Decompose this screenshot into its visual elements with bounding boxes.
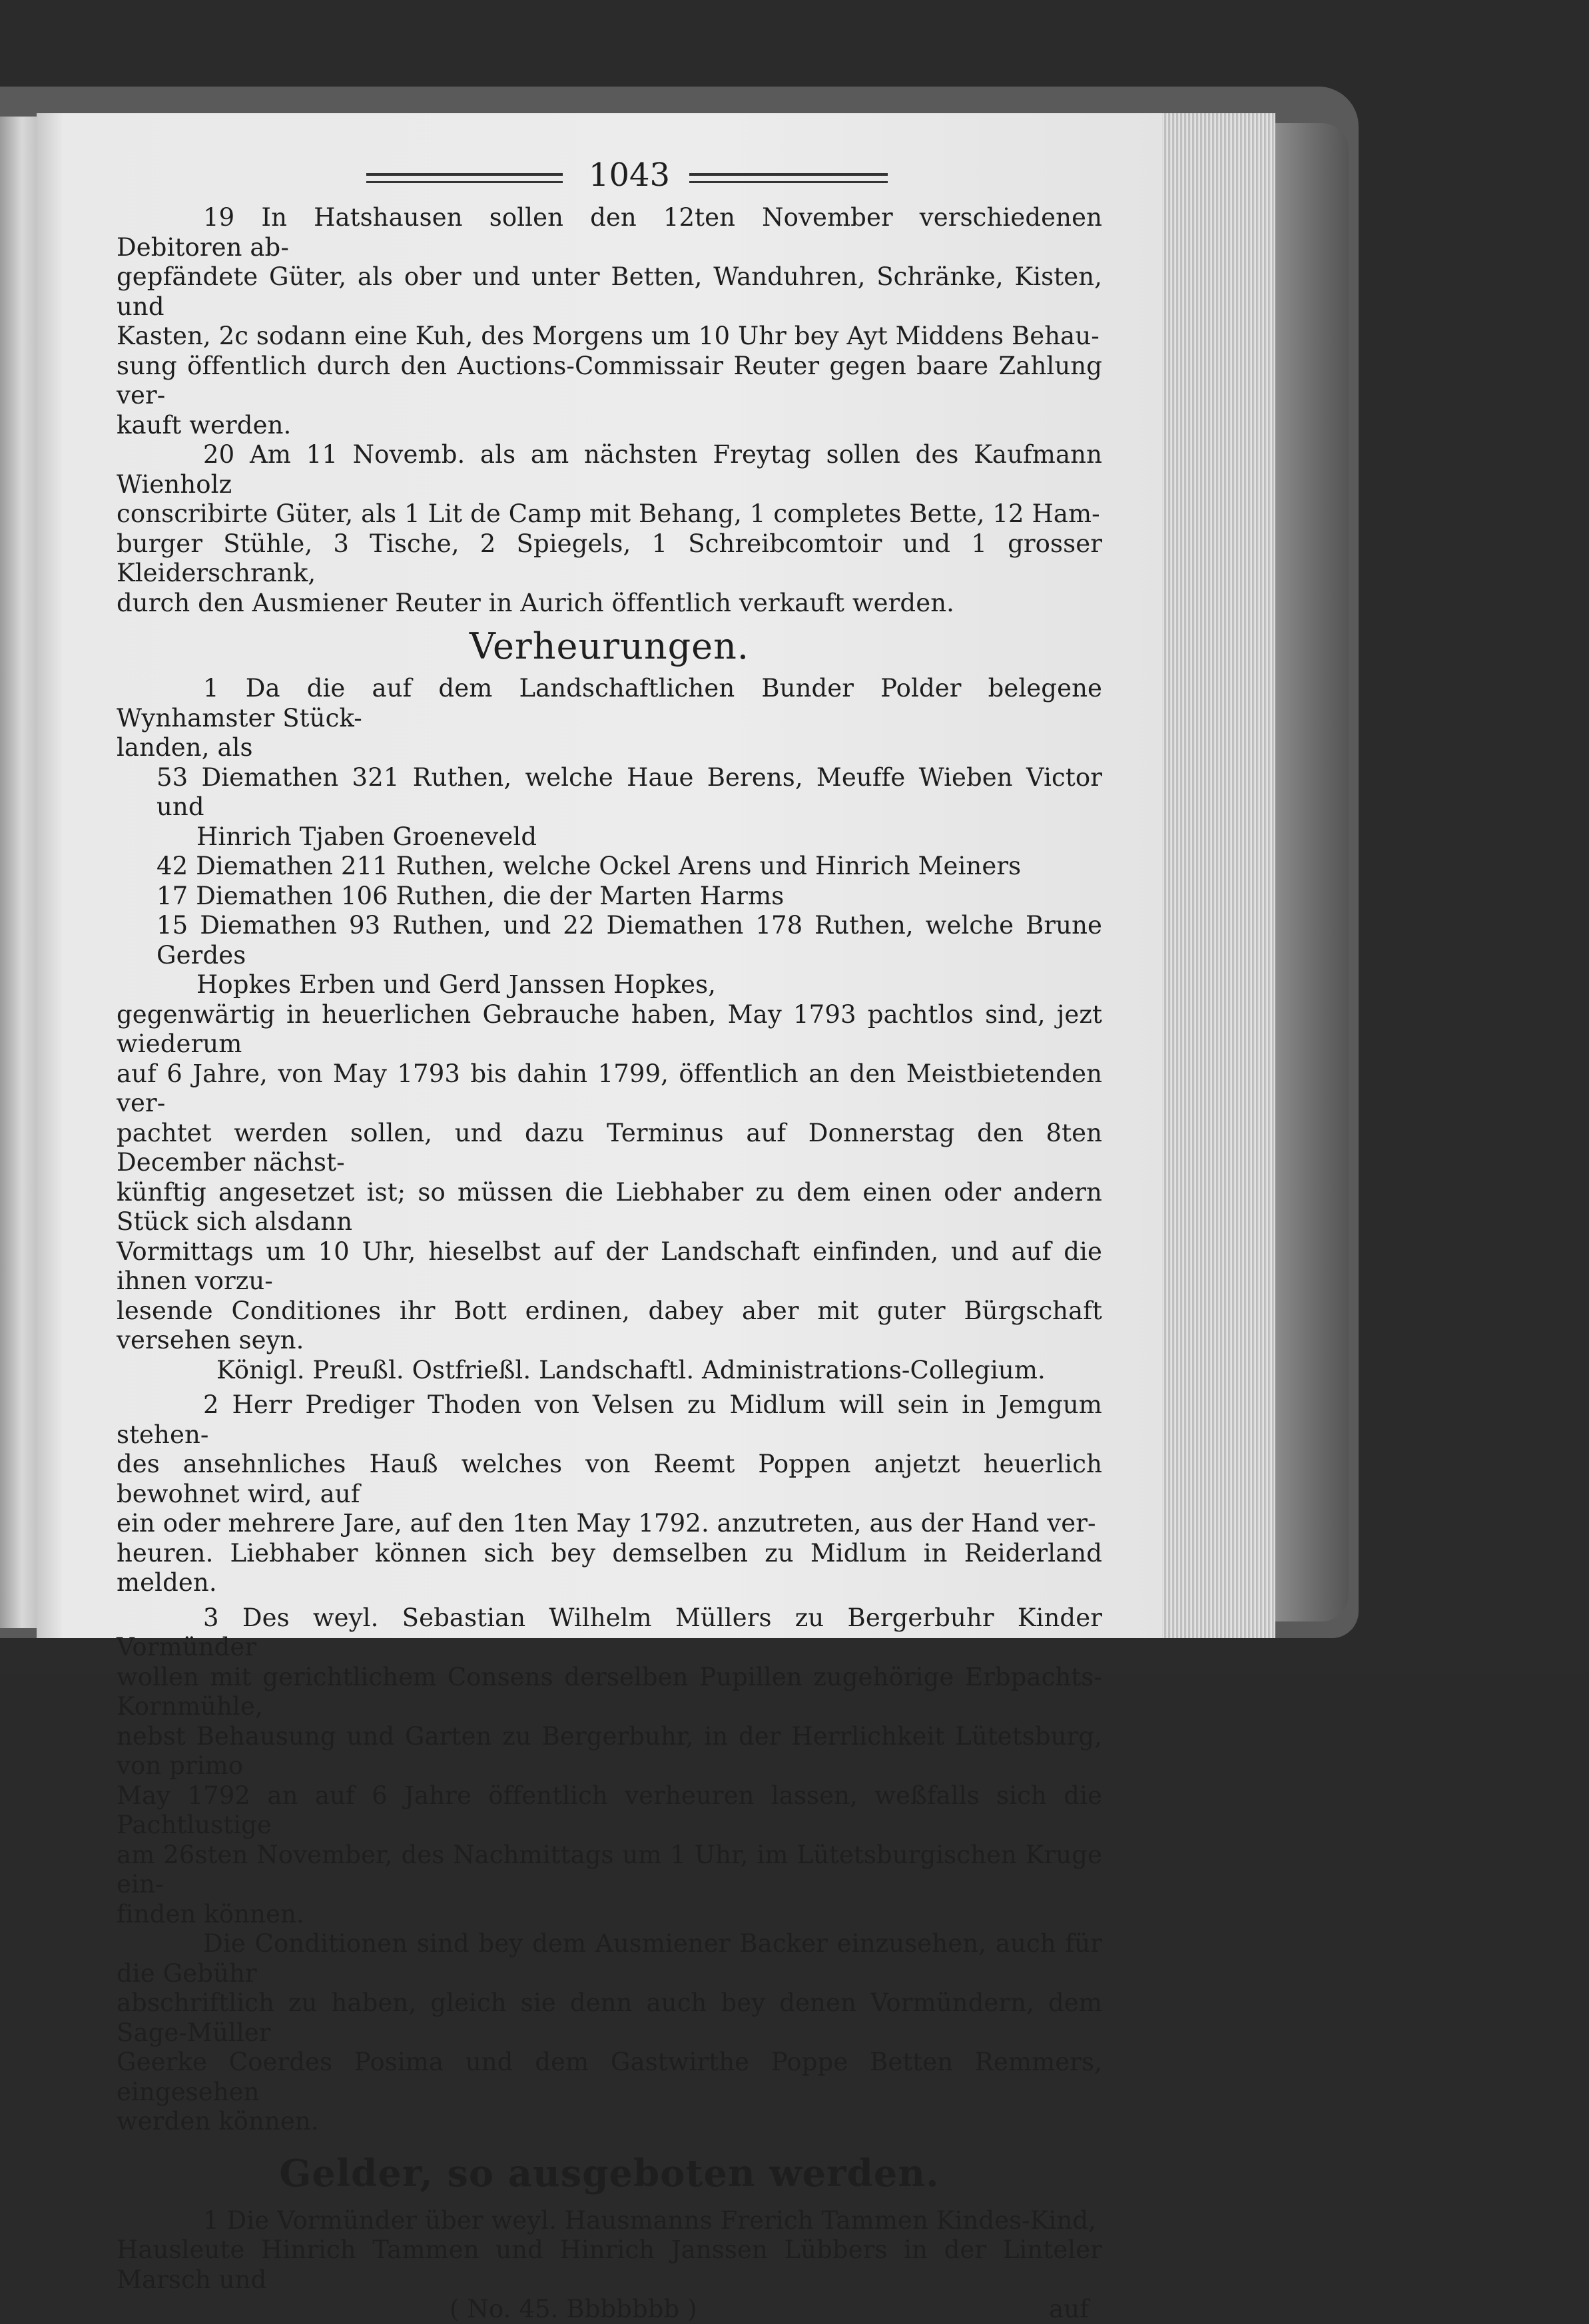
text-line: 1 Da die auf dem Landschaftlichen Bunder Polder belegene Wynhamster Stück-	[117, 674, 1102, 732]
text-line: Hausleute Hinrich Tammen und Hinrich Janssen Lübbers in der Linteler Marsch und	[117, 2235, 1102, 2294]
header-rule-left	[366, 173, 563, 183]
text-line: 2 Herr Prediger Thoden von Velsen zu Midlum will sein in Jemgum stehen-	[117, 1390, 1102, 1449]
page-block-edges	[1162, 113, 1275, 1638]
auction-20	[117, 440, 1102, 618]
book-spine-shadow	[1275, 123, 1349, 1621]
catchword: auf	[1049, 2295, 1089, 2323]
section-heading-gelder: Gelder, so ausgeboten werden.	[279, 2151, 940, 2195]
signature-line: Königl. Preußl. Ostfrießl. Landschaftl. Administrations-Collegium.	[216, 1355, 1046, 1384]
lease-item-2	[117, 1390, 1102, 1598]
text-line: kauft werden.	[117, 410, 292, 439]
text-line: Die Conditionen sind bey dem Ausmiener Backer einzusehen, auch für die Gebühr	[117, 1929, 1102, 1988]
lease-item-3	[117, 1603, 1102, 2137]
text-line: gepfändete Güter, als ober und unter Betten, Wanduhren, Schränke, Kisten, und	[117, 262, 1102, 321]
signature-mark: ( No. 45. Bbbbbbb )	[450, 2295, 697, 2323]
text-line: 20 Am 11 Novemb. als am nächsten Freytag sollen des Kaufmann Wienholz	[117, 440, 1102, 499]
page-number: 1043	[588, 156, 671, 194]
text-line: 19 In Hatshausen sollen den 12ten November verschiedenen Debitoren ab-	[117, 203, 1102, 262]
auction-19	[117, 203, 1102, 440]
text-line: abschriftlich zu haben, gleich sie denn auch bey denen Vormündern, dem Sage-Müller	[117, 1988, 1102, 2047]
text-line: burger Stühle, 3 Tische, 2 Spiegels, 1 Schreibcomtoir und 1 grosser Kleiderschrank,	[117, 529, 1102, 587]
text-line: ein oder mehrere Jare, auf den 1ten May 1792. anzutreten, aus der Hand ver-	[117, 1509, 1096, 1538]
lease-item-1	[117, 674, 1102, 1385]
text-line: werden können.	[117, 2107, 319, 2136]
text-line: sung öffentlich durch den Auctions-Commissair Reuter gegen baare Zahlung ver-	[117, 351, 1102, 410]
header-rule-right	[689, 173, 888, 183]
text-line: heuren. Liebhaber können sich bey demselben zu Midlum in Reiderland melden.	[117, 1538, 1102, 1597]
page-footer	[117, 2295, 1102, 2324]
land-list-item-cont: Hinrich Tjaben Groeneveld	[196, 822, 537, 851]
section-heading-verheurungen: Verheurungen.	[469, 625, 750, 667]
text-line: 1 Die Vormünder über weyl. Hausmanns Frerich Tammen Kindes-Kind,	[203, 2205, 1097, 2235]
text-line: am 26sten November, des Nachmittags um 1 Uhr, im Lütetsburgischen Kruge ein-	[117, 1840, 1102, 1898]
text-line: nebst Behausung und Garten zu Bergerbuhr, in der Herrlichkeit Lütetsburg, von primo	[117, 1721, 1102, 1780]
text-line: May 1792 an auf 6 Jahre öffentlich verheuren lassen, weßfalls sich die Pachtlustige	[117, 1781, 1102, 1839]
text-line: finden können.	[117, 1899, 304, 1928]
text-line: Geerke Coerdes Posima und dem Gastwirthe Poppe Betten Remmers, eingesehen	[117, 2048, 1102, 2106]
land-list-item: 42 Diemathen 211 Ruthen, welche Ockel Arens und Hinrich Meiners	[157, 852, 1022, 880]
text-line: künftig angesetzet ist; so müssen die Liebhaber zu dem einen oder andern Stück sich alsdann	[117, 1177, 1102, 1236]
page-text	[117, 203, 1102, 2324]
book-page	[37, 113, 1162, 2323]
page-content	[117, 150, 1102, 2323]
text-line: 3 Des weyl. Sebastian Wilhelm Müllers zu Bergerbuhr Kinder Vormünder	[117, 1603, 1102, 1661]
text-line: auf 6 Jahre, von May 1793 bis dahin 1799, öffentlich an den Meistbietenden ver-	[117, 1059, 1102, 1117]
text-line: durch den Ausmiener Reuter in Aurich öffentlich verkauft werden.	[117, 588, 955, 617]
left-page-edge	[0, 117, 37, 1628]
text-line: des ansehnliches Hauß welches von Reemt Poppen anjetzt heuerlich bewohnet wird, auf	[117, 1450, 1102, 1508]
land-list-item-cont: Hopkes Erben und Gerd Janssen Hopkes,	[196, 970, 717, 999]
text-line: Vormittags um 10 Uhr, hieselbst auf der Landschaft einfinden, und auf die ihnen vorzu-	[117, 1237, 1102, 1295]
text-line: gegenwärtig in heuerlichen Gebrauche haben, May 1793 pachtlos sind, jezt wiederum	[117, 1000, 1102, 1058]
text-line: Kasten, 2c sodann eine Kuh, des Morgens um 10 Uhr bey Ayt Middens Behau-	[117, 322, 1100, 350]
land-list-item: 15 Diemathen 93 Ruthen, und 22 Diemathen 178 Ruthen, welche Brune Gerdes	[157, 911, 1102, 970]
page-header	[117, 150, 1102, 203]
text-line: conscribirte Güter, als 1 Lit de Camp mit Behang, 1 completes Bette, 12 Ham-	[117, 499, 1100, 528]
land-list-item: 17 Diemathen 106 Ruthen, die der Marten Harms	[157, 881, 785, 910]
money-item-1	[117, 2206, 1102, 2295]
land-list-item: 53 Diemathen 321 Ruthen, welche Haue Berens, Meuffe Wieben Victor und	[157, 762, 1102, 821]
text-line: pachtet werden sollen, und dazu Terminus auf Donnerstag den 8ten December nächst-	[117, 1118, 1102, 1177]
text-line: landen, als	[117, 733, 253, 762]
text-line: wollen mit gerichtlichem Consens derselben Pupillen zugehörige Erbpachts-Kornmühle,	[117, 1662, 1102, 1721]
text-line: lesende Conditiones ihr Bott erdinen, dabey aber mit guter Bürgschaft versehen seyn.	[117, 1296, 1102, 1354]
